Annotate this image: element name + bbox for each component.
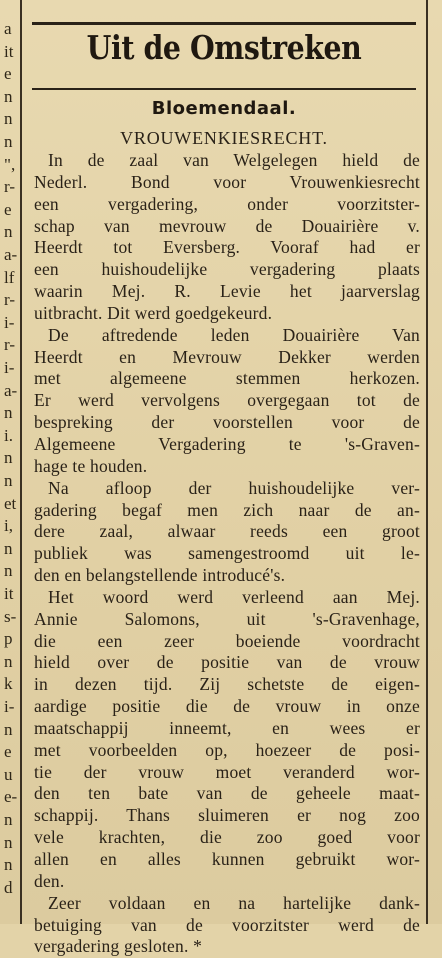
left-fragment: ", <box>4 154 16 174</box>
article-line: uitbracht. Dit werd goedgekeurd. <box>34 302 273 323</box>
article-line: gadering begaf men zich naar de an- <box>34 499 420 520</box>
left-fragment: n <box>4 448 13 468</box>
left-fragment: i. <box>4 425 13 445</box>
article-line: Na afloop der huishoudelijke ver- <box>48 477 420 498</box>
left-fragment: n <box>4 832 13 852</box>
article-line: De aftredende leden Douairière Van <box>48 324 420 345</box>
left-fragment: it <box>4 584 14 603</box>
left-fragment: i- <box>4 697 15 716</box>
article-line: dere zaal, alwaar reeds een groot <box>34 521 420 542</box>
left-fragment: n <box>4 810 13 829</box>
left-fragment: d <box>4 877 13 897</box>
article-line: publiek was samengestroomd uit le- <box>34 543 420 564</box>
section-masthead: Uit de Omstreken <box>86 28 362 67</box>
article-line: schap van mevrouw de Douairière v. <box>34 215 420 236</box>
left-fragment: i- <box>4 358 15 377</box>
article-line: vele krachten, die zoo goed voor <box>34 827 420 848</box>
left-fragment: n <box>4 132 13 151</box>
article-locality: Bloemendaal. <box>151 98 297 119</box>
left-fragment: n <box>4 471 13 490</box>
article-line: een huishoudelijke vergadering plaats <box>34 259 420 280</box>
article-line: Heerdt en Mevrouw Dekker werden <box>34 346 420 367</box>
article-line: Zeer voldaan en na hartelijke dank- <box>48 892 420 913</box>
article-line: Heerdt tot Eversberg. Vooraf had er <box>34 237 420 258</box>
article-line: Nederl. Bond voor Vrouwenkiesrecht <box>34 171 420 192</box>
left-fragment: i- <box>4 312 15 332</box>
article-line: een vergadering, onder voorzitster- <box>34 193 420 214</box>
article-line: schappij. Thans sluimeren er nog zoo <box>34 805 420 826</box>
article-line: met algemeene stemmen herkozen. <box>34 368 420 389</box>
article-line: bespreking der voorstellen voor de <box>34 412 420 433</box>
article-line: Annie Salomons, uit 's-Gravenhage, <box>34 608 420 629</box>
left-fragment: a- <box>4 245 18 264</box>
left-fragment: r- <box>4 290 15 310</box>
masthead-rule-bottom <box>32 88 416 90</box>
left-fragment: n <box>4 561 13 581</box>
article-line: den. <box>34 870 65 891</box>
left-fragment: e <box>4 64 12 84</box>
left-fragment: n <box>4 222 13 242</box>
left-fragment: n <box>4 86 13 106</box>
article-line: In de zaal van Welgelegen hield de <box>48 150 420 170</box>
article-line: hage te houden. <box>34 455 148 476</box>
left-fragment: n <box>4 651 13 671</box>
article-body <box>34 150 420 958</box>
left-fragment: lf <box>4 267 15 287</box>
left-fragment: n <box>4 855 13 875</box>
left-fragment: s- <box>4 606 17 626</box>
left-fragment: n <box>4 403 13 423</box>
left-fragment: e- <box>4 787 18 807</box>
article-line: waarin Mej. R. Levie het jaarverslag <box>34 281 420 302</box>
left-fragment: n <box>4 538 13 558</box>
article-column <box>26 0 422 957</box>
article-line: vergadering gesloten. * <box>34 936 203 957</box>
left-fragment: a- <box>4 380 18 400</box>
article-line: maatschappij inneemt, en wees er <box>34 717 420 738</box>
article-line: Algemeene Vergadering te 's-Graven- <box>34 433 420 454</box>
left-fragment: it <box>4 41 14 61</box>
left-fragment: e <box>4 742 12 762</box>
left-fragment: n <box>4 109 13 129</box>
article-line: in dezen tijd. Zij schetste de eigen- <box>34 674 420 695</box>
left-fragment: k <box>4 674 13 694</box>
left-fragment: u <box>4 764 13 784</box>
article-line: betuiging van de voorzitster werd de <box>34 914 420 935</box>
article-line: Er werd vervolgens overgegaan tot de <box>34 390 420 411</box>
left-fragment: n <box>4 719 13 739</box>
left-column-fragments <box>0 0 20 924</box>
left-fragment: a <box>4 19 12 38</box>
left-fragment: r- <box>4 177 15 197</box>
left-fragment: r- <box>4 335 15 355</box>
article-line: hield over de positie van de vrouw <box>34 652 420 673</box>
column-rule-right <box>426 0 428 924</box>
article-line: allen en alles kunnen gebruikt wor- <box>34 849 420 869</box>
article-line: den ten bate van de geheele maat- <box>34 783 420 804</box>
left-fragment: p <box>4 629 13 649</box>
left-fragment: i, <box>4 516 13 536</box>
column-rule-left <box>20 0 22 924</box>
article-line: die een zeer boeiende voordracht <box>34 630 420 651</box>
article-subheading: VROUWENKIESRECHT. <box>120 128 328 148</box>
article-line: met voorbeelden op, hoezeer de posi- <box>34 739 420 760</box>
article-line: aardige positie die de vrouw in onze <box>34 696 420 717</box>
left-fragment: e <box>4 199 12 219</box>
masthead-rule-top <box>32 22 416 25</box>
left-fragment: et <box>4 493 17 513</box>
article-line: tie der vrouw moet veranderd wor- <box>34 761 420 782</box>
article-line: Het woord werd verleend aan Mej. <box>48 586 420 607</box>
article-line: den en belangstellende introducé's. <box>34 565 286 586</box>
